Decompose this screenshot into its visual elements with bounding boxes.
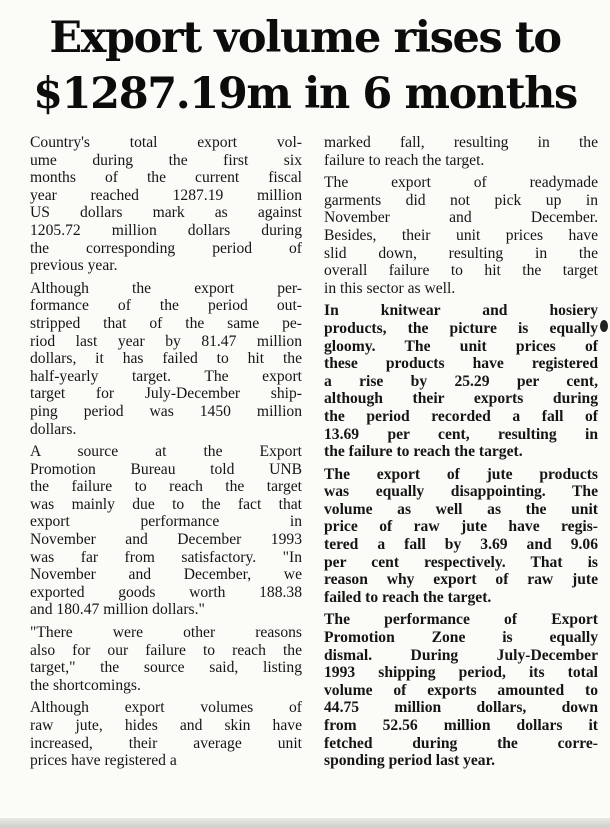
article-line: November and December.: [324, 209, 598, 227]
article-paragraph: [16, 624, 302, 694]
article-line: formance of the period out-: [30, 297, 302, 315]
article-line: although their exports during: [324, 390, 598, 408]
article-line: products, the picture is equally: [324, 319, 598, 337]
article-line: was far from satisfactory. "In: [30, 548, 302, 566]
article-line: exported goods worth 188.38: [30, 583, 302, 601]
article-line: US dollars mark as against: [30, 204, 302, 222]
article-line: also for our failure to reach the: [30, 641, 302, 659]
article-line: reason why export of raw jute: [324, 571, 598, 589]
article-line: the shortcomings.: [30, 676, 141, 694]
article-line: the corresponding period of: [30, 239, 302, 257]
article-line: from 52.56 million dollars it: [324, 717, 598, 734]
article-line: garments did not pick up in: [324, 191, 598, 209]
article-line: previous year.: [30, 257, 118, 275]
article-line: raw jute, hides and skin have: [30, 717, 302, 734]
article-paragraph: [16, 699, 302, 769]
article-line: Promotion Bureau told UNB: [30, 460, 302, 478]
article-line: volume as well as the unit: [324, 500, 598, 518]
article-line: and 180.47 million dollars.": [30, 601, 205, 619]
headline-line-2: $1287.19m in 6 months: [33, 69, 577, 119]
article-line: 44.75 million dollars, down: [324, 699, 598, 717]
article-line: a rise by 25.29 per cent,: [324, 372, 598, 390]
article-line: increased, their average unit: [30, 734, 302, 752]
article-line: Country's total export vol-: [30, 134, 302, 151]
article-line: per cent respectively. That is: [324, 553, 598, 571]
article-line: the period recorded a fall of: [324, 407, 598, 425]
article-line: overall failure to hit the target: [324, 262, 598, 280]
article-line: price of raw jute have regis-: [324, 518, 598, 536]
article-line: months of the current fiscal: [30, 169, 302, 187]
article-line: ping period was 1450 million: [30, 402, 302, 420]
article-line: marked fall, resulting in the: [324, 134, 598, 151]
article-paragraph: [310, 134, 598, 169]
article-line: target for July-December ship-: [30, 385, 302, 403]
article-line: The export of readymade: [324, 174, 598, 192]
article-line: prices have registered a: [30, 752, 177, 770]
headline-line-1: Export volume rises to: [49, 13, 561, 63]
article-line: dismal. During July-December: [324, 646, 598, 664]
article-line: Promotion Zone is equally: [324, 629, 598, 647]
scan-bottom-edge: [0, 818, 610, 828]
article-line: half-yearly target. The export: [30, 367, 302, 385]
article-line: stripped that of the same pe-: [30, 314, 302, 332]
article-line: November and December, we: [30, 566, 302, 584]
article-left-column: [16, 134, 302, 775]
article-line: dollars, it has failed to hit the: [30, 350, 302, 368]
article-paragraph: [16, 280, 302, 438]
article-line: was equally disappointing. The: [324, 483, 598, 501]
article-line: tered a fall by 3.69 and 9.06: [324, 536, 598, 554]
article-line: the failure to reach the target: [30, 478, 302, 496]
article-line: In knitwear and hosiery: [324, 302, 598, 320]
article-line: 13.69 per cent, resulting in: [324, 425, 598, 443]
article-line: ume during the first six: [30, 151, 302, 169]
article-line: failed to reach the target.: [324, 588, 492, 606]
article-paragraph: [16, 134, 302, 275]
article-line: A source at the Export: [30, 443, 302, 461]
article-paragraph: [310, 611, 598, 769]
article-line: these products have registered: [324, 355, 598, 373]
article-line: sponding period last year.: [324, 752, 495, 770]
article-line: 1993 shipping period, its total: [324, 664, 598, 682]
article-line: dollars.: [30, 420, 77, 438]
article-line: volume of exports amounted to: [324, 681, 598, 699]
scan-edge-mark: [600, 320, 608, 332]
article-line: year reached 1287.19 million: [30, 186, 302, 204]
article-headline: [8, 10, 602, 122]
article-line: in this sector as well.: [324, 279, 456, 297]
article-line: "There were other reasons: [30, 624, 302, 642]
article-line: export performance in: [30, 513, 302, 531]
article-line: failure to reach the target.: [324, 151, 485, 169]
article-line: riod last year by 81.47 million: [30, 332, 302, 350]
article-line: target," the source said, listing: [30, 659, 302, 677]
article-paragraph: [310, 466, 598, 607]
article-line: Besides, their unit prices have: [324, 226, 598, 244]
article-paragraph: [16, 443, 302, 619]
article-paragraph: [310, 174, 598, 297]
article-line: Although export volumes of: [30, 699, 302, 717]
article-paragraph: [310, 302, 598, 460]
article-right-column: [310, 134, 598, 775]
article-line: slid down, resulting in the: [324, 244, 598, 262]
article-line: The performance of Export: [324, 611, 598, 629]
article-line: November and December 1993: [30, 531, 302, 549]
article-line: fetched during the corre-: [324, 734, 598, 752]
article-line: was mainly due to the fact that: [30, 495, 302, 513]
article-line: Although the export per-: [30, 279, 302, 297]
article-line: The export of jute products: [324, 465, 598, 483]
article-line: 1205.72 million dollars during: [30, 221, 302, 239]
article-line: gloomy. The unit prices of: [324, 337, 598, 355]
article-line: the failure to reach the target.: [324, 443, 523, 461]
